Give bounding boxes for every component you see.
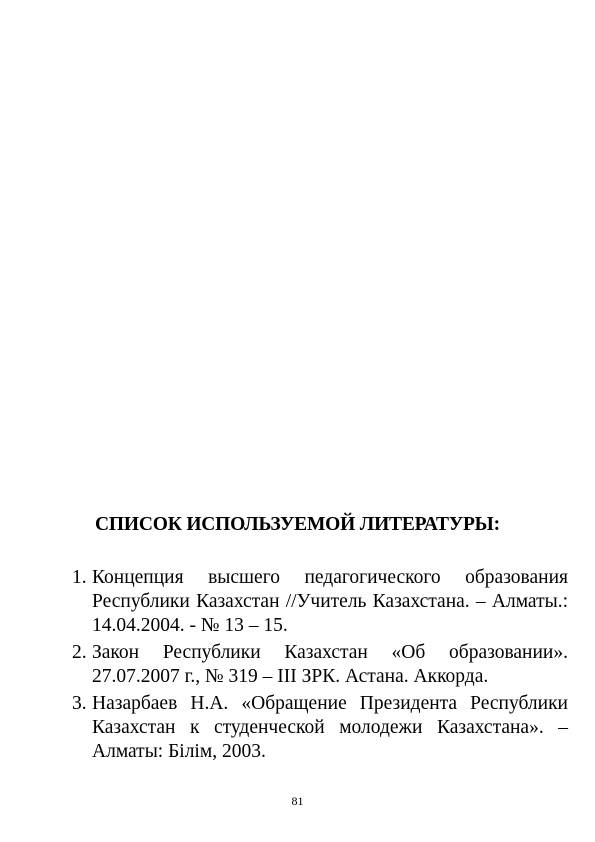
- reference-number: 2.: [72, 642, 87, 663]
- reference-number: 3.: [72, 693, 87, 714]
- list-item: [72, 566, 568, 638]
- page-title: СПИСОК ИСПОЛЬЗУЕМОЙ ЛИТЕРАТУРЫ:: [95, 514, 500, 535]
- list-item: [72, 641, 568, 689]
- reference-text: Назарбаев Н.А. «Обращение Президента Республики Казахстан к студенческой молодежи Казахстана». – Алматы: Білім, 2003.: [92, 693, 568, 762]
- reference-text: Концепция высшего педагогического образования Республики Казахстан //Учитель Казахстана. – Алматы.: 14.04.2004. - № 13 – 15.: [92, 567, 568, 636]
- reference-number: 1.: [72, 567, 87, 588]
- list-item: [72, 692, 568, 764]
- reference-list: [72, 566, 568, 767]
- page-number: 81: [291, 794, 304, 808]
- reference-text: Закон Республики Казахстан «Об образовании». 27.07.2007 г., № 319 – III ЗРК. Астана. Аккорда.: [92, 642, 568, 687]
